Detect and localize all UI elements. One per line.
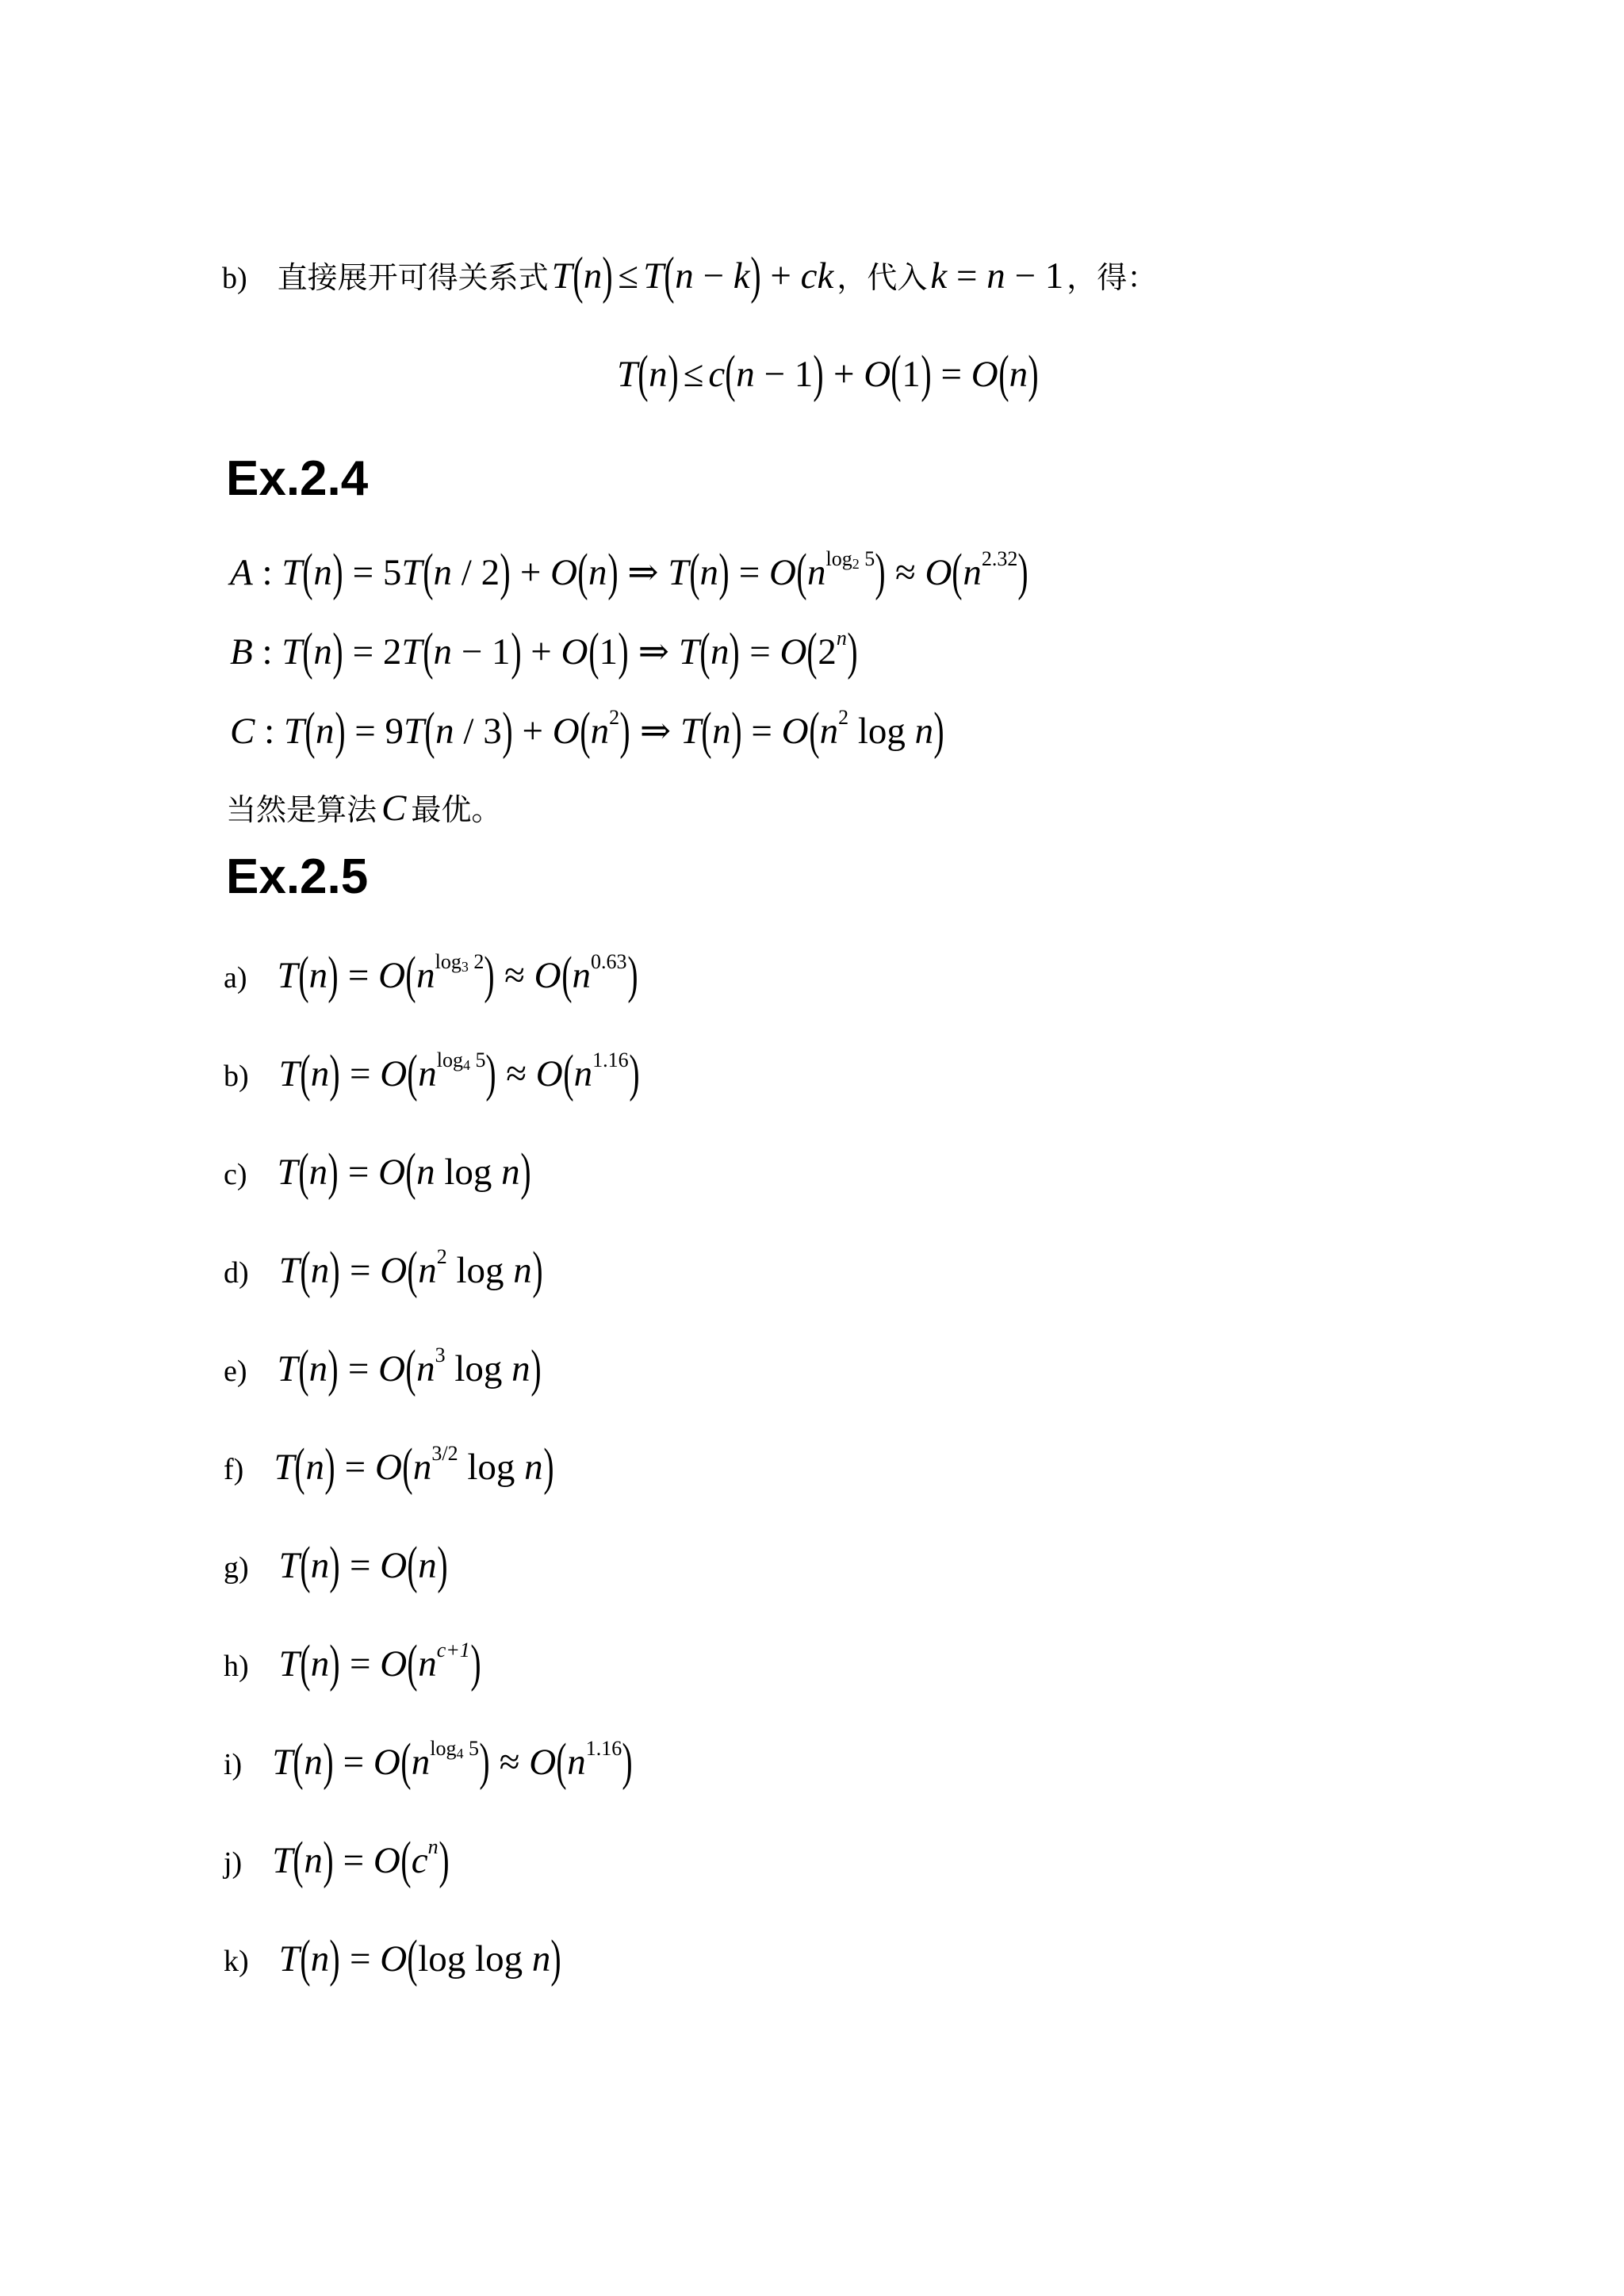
answer-item: i) $T(n) = O(n^{log_4 5}) \approx O(n^{1.16})$ bbox=[224, 1733, 633, 1791]
algorithm-c-equation: C : $T(n) = 9T(n / 3) + O(n^2)$ ⇒ $T(n) = O(n^2$ log n) bbox=[230, 702, 944, 760]
answer-item: h) $T(n) = O(n^{c+1})$ bbox=[224, 1635, 481, 1692]
item-label: e) bbox=[224, 1355, 247, 1388]
cjk-text: 直接展开可得关系式 bbox=[277, 260, 549, 295]
answer-item: d) $T(n) = O(n^2$ log n) bbox=[224, 1241, 543, 1299]
cjk-text: ，代入 bbox=[837, 260, 928, 295]
ex24-conclusion: 当然是算法 C 最优。 bbox=[226, 788, 502, 829]
answer-item: k) T(n) = O(log log n) bbox=[224, 1930, 561, 1987]
item-label: i) bbox=[224, 1748, 243, 1781]
item-label: j) bbox=[224, 1846, 243, 1880]
section-heading: Ex.2.4 bbox=[226, 451, 369, 506]
item-label: d) bbox=[224, 1256, 249, 1290]
answer-item: b) $T(n) = O(n^{log_4 5}) \approx O(n^{1.16})$ bbox=[224, 1045, 640, 1102]
item-label: g) bbox=[224, 1551, 249, 1585]
item-label: h) bbox=[224, 1650, 249, 1683]
answer-item: c) T(n) = O(n log n) bbox=[224, 1143, 531, 1201]
item-label: f) bbox=[224, 1453, 244, 1486]
item-label: b) bbox=[222, 262, 247, 295]
algorithm-b-equation: B : T(n) = 2T(n − 1) + O(1) ⇒ $T(n) = O(2^n)$ bbox=[230, 623, 858, 680]
section-heading: Ex.2.5 bbox=[226, 849, 369, 904]
recurrence-expression: T(n) ≤ T(n − k) + ck bbox=[551, 247, 834, 305]
cjk-text: ，得： bbox=[1067, 260, 1158, 295]
answer-item: j) $T(n) = O(c^n)$ bbox=[224, 1831, 450, 1889]
item-label: c) bbox=[224, 1158, 247, 1191]
answer-item: f) $T(n) = O(n^{3/2}$ log n) bbox=[224, 1438, 554, 1496]
answer-item: e) $T(n) = O(n^3$ log n) bbox=[224, 1340, 542, 1397]
item-label: k) bbox=[224, 1945, 249, 1978]
item-label: b) bbox=[224, 1060, 249, 1093]
ex23b-line bbox=[222, 247, 1158, 305]
item-label: a) bbox=[224, 961, 247, 995]
answer-item: g) T(n) = O(n) bbox=[224, 1536, 448, 1594]
answer-item: a) $T(n) = O(n^{log_3 2}) \approx O(n^{0.63})$ bbox=[224, 946, 638, 1004]
algorithm-a-equation: A : T(n) = 5T(n / 2) + O(n) ⇒ $T(n) = O(n^{log_2 5}) \approx O(n^{2.32})$ bbox=[230, 543, 1029, 601]
ex23b-result-equation: T(n) ≤ c(n − 1) + O(1) = O(n) bbox=[617, 345, 1039, 403]
substitution-expression: k = n − 1 bbox=[930, 255, 1064, 297]
